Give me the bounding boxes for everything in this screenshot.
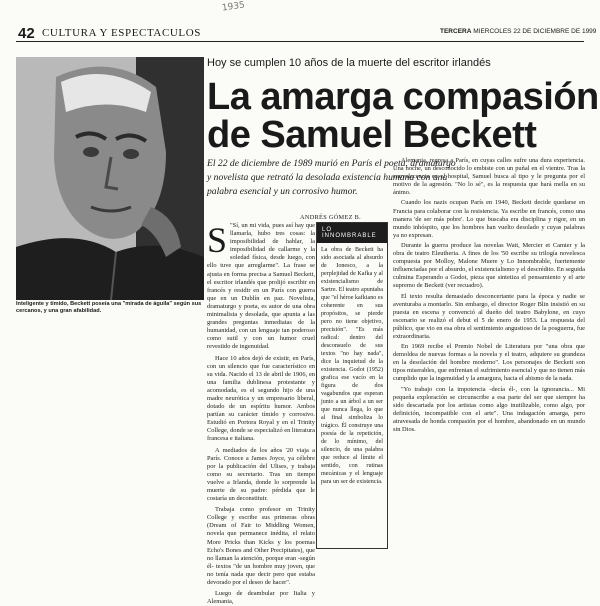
paragraph: Alemania, regresa a París, en cuyas calles sufre una dura experiencia. Una noche, un desconocido lo embiste con un puñal en el vientre. Tras la convalecencia en el hospital, Samuel busca al tipo y le pregunta por el motivo de la agresión. "No lo sé", es la respuesta que hará mella en su ánimo.: [393, 157, 585, 197]
portrait-illustration: [16, 57, 204, 300]
issue-date: MIERCOLES 22 DE DICIEMBRE DE 1999: [473, 28, 597, 35]
paragraph: "Sí, un mi vida, pues así hay que llamarla, hubo tres cosas: la imposibilidad de hablar, la imposibilidad de callarme y la soledad física, desde luego, con ello tuve que arreglarme". La frase se ajusta en forma precisa a Samuel Beckett, el escritor irlandés que prolijó escribir en francés y residir en un París con guerra que en un Dublín en paz. Novelista, dramaturgo y poeta, es autor de una obra minimalista y desolada, que apunta a las grandes preguntas inmediatas de la humanidad, con un lenguaje tan poderoso como sutil y con un humor cruel revestido de ingenuidad.: [207, 222, 315, 351]
article-column-3: [393, 157, 585, 552]
handwritten-note: 1935: [221, 0, 246, 14]
portrait-photo: [16, 57, 204, 300]
paragraph: Durante la guerra produce las novelas Watt, Mercier et Camier y la obra de teatro Eleutheria. A fines de los '50 escribe su trilogía novelesca compuesta por Molloy, Malone Muere y Lo Innombrable, fuertemente influenciadas por el absurdo, el existencialismo y el descrédito. En seguida culmina Esperando a Godot, pieza que sintetiza el pensamiento y el arte supremo de Beckett (ver recuadro).: [393, 241, 585, 290]
sidebar-box: [316, 222, 388, 549]
paragraph: En 1969 recibe el Premio Nobel de Literatura por "una obra que demoldea de nuevas formas a la novela y el teatro, adquiere su grandeza en la desolación del hombre moderno". Los personajes de Beckett son tipos miserables, que enfrentan el sufrimiento esencial y que no tienen más cumplido que la ingenuidad y la amargura, hacia el abismo de la nada.: [393, 343, 585, 383]
article-deck: El 22 de diciembre de 1989 murió en París el poeta, dramaturgo y novelista que retrató la desolada existencia humana con una palabra esencial y un corrosivo humor.: [207, 158, 456, 197]
paragraph: A mediados de los años '20 viaja a París. Conoce a James Joyce, ya célebre por la publicación del Ulises, y trabaja como su secretario. Tras un tiempo vuelve a Irlanda, donde lo sorprende la muerte de su padre: pérdida que le costaría un deconstituir.: [207, 446, 315, 503]
byline: ANDRÉS GÓMEZ B.: [300, 214, 361, 221]
paragraph: Luego de deambular por Italia y Alemania,: [207, 590, 315, 606]
paragraph: Cuando los nazis ocupan París en 1940, Beckett decide quedarse en Francia para colaborar con la resistencia. Ya escribe en francés, como una manera 'de ser más pobre'. Lo que buscaba era disciplina y rigor, en un mundo inhóspito, que los hombres han vuelto desolado y cuyas palabras ya no expresan.: [393, 199, 585, 239]
page-number: 42: [18, 25, 35, 42]
section-title: CULTURA Y ESPECTACULOS: [42, 27, 202, 39]
article-column-1: [207, 220, 315, 606]
paragraph: "Yo trabajo con la impotencia -decía él-, con la ignorancia... Mi pequeña exploración se circunscribe a esa parte del ser que siempre ha sido descartada por los artistas como algo inutilizable, como algo, por definición, incompatible con el arte". Una indagación amarga, pero atravesada de honda compasión por el hombre, abandonado en un mundo sin Dios.: [393, 385, 585, 433]
article-kicker: Hoy se cumplen 10 años de la muerte del escritor irlandés: [207, 57, 491, 69]
headline-line-2: de Samuel Beckett: [207, 114, 537, 156]
paragraph: Trabaja como profesor en Trinity College y escribe sus primeras obras (Dream of Fair to Middling Women, novela que permanece inédita, el relato More Pricks than Kicks y los poemas Echo's Bones and Other Precipitates), que no llaman la atención, porque eran -según él- textos "de un hombre muy joven, que no tenía nada que decir pero que estaba devorado por el deseo de hacer".: [207, 506, 315, 587]
paragraph: Hace 10 años dejó de existir, en París, con un silencio que fue característico en su vida. Nacido el 13 de abril de 1906, en una familia dublinesa protestante y acomodada, es el segundo hijo de una madre neurótica y un empresario liberal, dotado de un espíritu humor. Ambos partían su carácter tímido y corrosivo. Estudió en Portora Royal y en el Trinity College, donde se especializó en literatura francesa e italiana.: [207, 354, 315, 443]
drop-cap: S: [207, 220, 228, 260]
photo-caption: Inteligente y tímido, Beckett poseía una "mirada de águila" según sus cercanos, y una gran afabilidad.: [16, 301, 202, 314]
newspaper-name: TERCERA: [440, 28, 472, 35]
paragraph: El texto resulta demasiado desconcertante para la época y nadie se aventuraba a montarlo. Sin embargo, el director Roger Blin insistió en su puesta en escena y convenció al dueño del teatro Babylone, en cuyo escenario se realizó el debut el 5 de enero de 1953. La respuesta del público, que vio en esa obra el sentimiento angustioso de la posguerra, fue extraordinaria.: [393, 292, 585, 340]
sidebar-text: La obra de Beckett ha sido asociada al absurdo de Ionesco, a la perplejidad de Kafka y al existencialismo de Sartre. El teatro apuntaba que "el héroe kafkiano es coherente en sus propósitos, se pierde pero no tiene objetivo, precisión". "Es más radical: dentro del desconsuelo de sus textos "no hay nada", dice la inquietud de la existencia. Godot (1952) grafica ese vacío en la figura de dos vagabundos que esperan junto a un árbol a un ser que nunca llega, lo que al final simboliza lo trágico. Él construye una poesía de la repetición, de lo mínimo, del silencio, de una palabra que reduce al límite el sentido, con rutinas mecánicas y el lenguaje para un ser de existencia.: [321, 247, 383, 485]
header-divider: [16, 41, 584, 42]
headline-line-1: La amarga compasión: [207, 76, 599, 118]
newspaper-header: [440, 28, 596, 35]
sidebar-title: LO INNOMBRABLE: [317, 223, 387, 243]
